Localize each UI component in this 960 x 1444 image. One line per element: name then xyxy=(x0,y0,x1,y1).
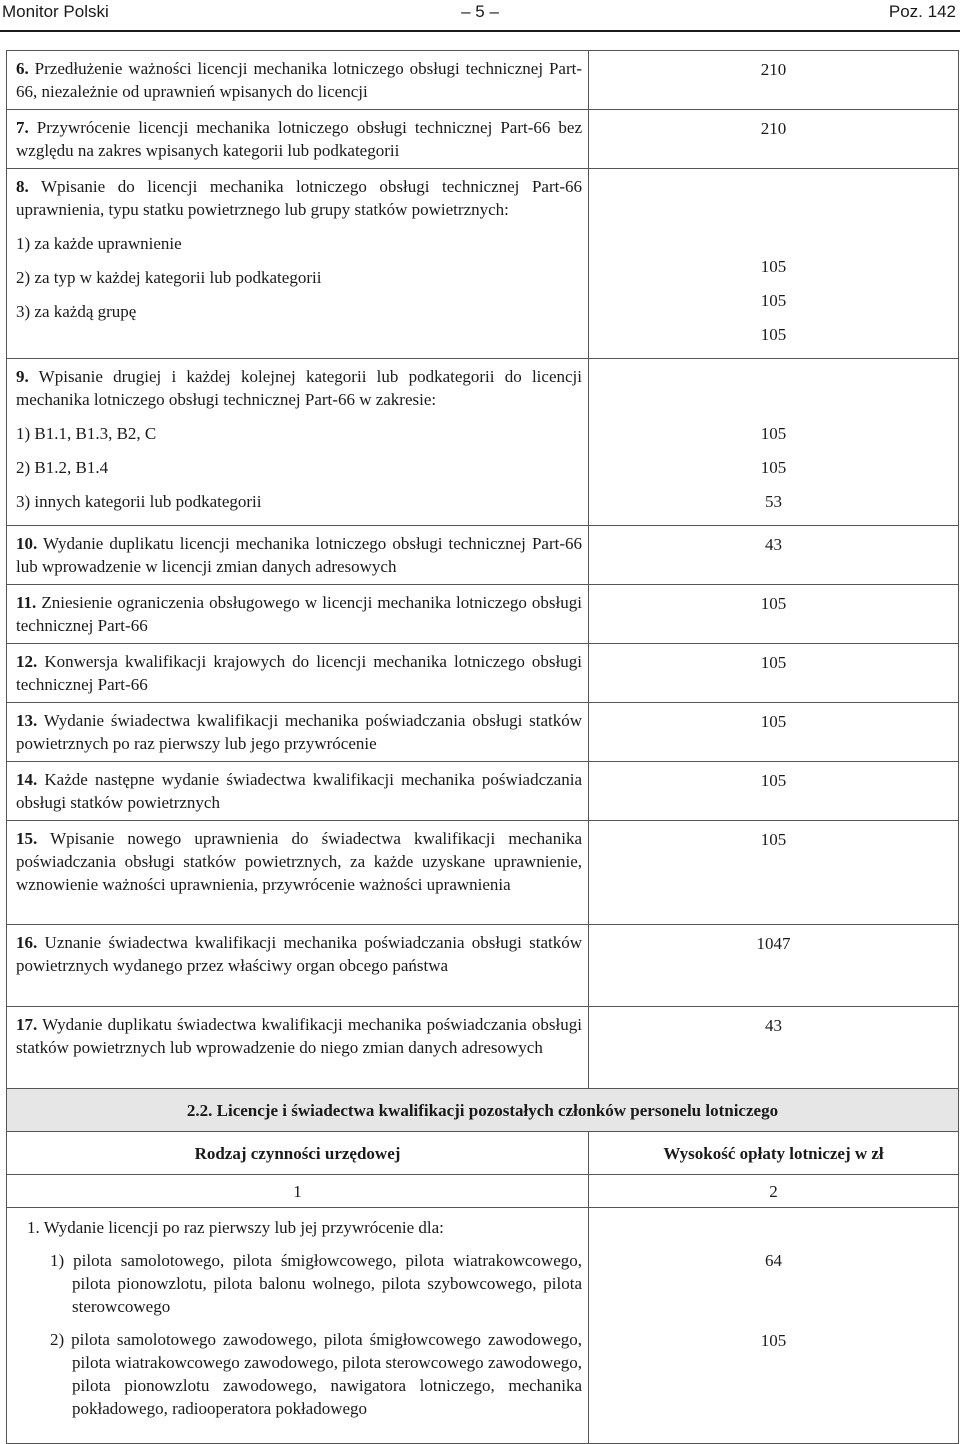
section-header-row xyxy=(7,1089,959,1132)
sub-item: 2) pilota samolotowego zawodowego, pilota śmigłowcowego zawodowego, pilota wiatrakowcowego zawodowego, pilota sterowcowego zawodowego, pilota pionowzlotu zawodowego, nawigatora lotniczego, mechanika pokładowego, radiooperatora pokładowego xyxy=(50,1330,582,1418)
row-fee: 1047 xyxy=(589,925,959,1007)
sub-item: 1) pilota samolotowego, pilota śmigłowcowego, pilota wiatrakowcowego, pilota pionowzlotu, pilota balonu wolnego, pilota szybowcowego, pilota sterowcowego xyxy=(50,1251,582,1316)
sub-fee: 105 xyxy=(760,257,787,276)
row-fees xyxy=(589,359,959,526)
column-header-row xyxy=(7,1132,959,1175)
row-fees xyxy=(589,169,959,359)
row-description: 11. Zniesienie ograniczenia obsługowego w licencji mechanika lotniczego obsługi technicznej Part-66 xyxy=(7,585,589,644)
row-description: 8. Wpisanie do licencji mechanika lotniczego obsługi technicznej Part-66 uprawnienia, typu statku powietrznego lub grupy statków powietrznych: 1) za każde uprawnienie 2) za typ w każdej kategorii lub podkategorii 3) za każdą grupę xyxy=(7,169,589,359)
row-description: 9. Wpisanie drugiej i każdej kolejnej kategorii lub podkategorii do licencji mechanika lotniczego obsługi technicznej Part-66 w zakresie: 1) B1.1, B1.3, B2, C 2) B1.2, B1.4 3) innych kategorii lub podkategorii xyxy=(7,359,589,526)
column-header-activity: Rodzaj czynności urzędowej xyxy=(7,1132,589,1175)
row-fee: 105 xyxy=(589,644,959,703)
row-fee: 105 xyxy=(589,703,959,762)
row-fee: 105 xyxy=(589,821,959,925)
table-row xyxy=(7,585,959,644)
table-row xyxy=(7,359,959,526)
sub-fee: 105 xyxy=(760,291,787,310)
row-description: 17. Wydanie duplikatu świadectwa kwalifikacji mechanika poświadczania obsługi statków powietrznych lub wprowadzenie do niego zmian danych adresowych xyxy=(7,1007,589,1089)
row-description: 1. Wydanie licencji po raz pierwszy lub jej przywrócenie dla: 1) pilota samolotowego, pilota śmigłowcowego, pilota wiatrakowcowego, pilota pionowzlotu, pilota balonu wolnego, pilota szybowcowego, pilota sterowcowego 2) pilota samolotowego zawodowego, pilota śmigłowcowego zawodowego, pilota wiatrakowcowego zawodowego, pilota sterowcowego zawodowego, pilota pionowzlotu zawodowego, nawigatora lotniczego, mechanika pokładowego, radiooperatora pokładowego xyxy=(7,1208,589,1444)
row-description: 10. Wydanie duplikatu licencji mechanika lotniczego obsługi technicznej Part-66 lub wprowadzenie w licencji zmian danych adresowych xyxy=(7,526,589,585)
table-row xyxy=(7,169,959,359)
row-fee: 43 xyxy=(589,1007,959,1089)
sub-fee: 105 xyxy=(760,424,787,443)
table-row xyxy=(7,1208,959,1444)
publication-name: Monitor Polski xyxy=(2,2,109,21)
column-number-row xyxy=(7,1175,959,1208)
row-fee: 210 xyxy=(589,110,959,169)
row-fee: 43 xyxy=(589,526,959,585)
row-fee: 105 xyxy=(589,762,959,821)
row-description: 15. Wpisanie nowego uprawnienia do świadectwa kwalifikacji mechanika poświadczania obsługi statków powietrznych, za każde uzyskane uprawnienie, wznowienie ważności uprawnienia, przywrócenie ważności uprawnienia xyxy=(7,821,589,925)
column-header-fee: Wysokość opłaty lotniczej w zł xyxy=(589,1132,959,1175)
table-row xyxy=(7,110,959,169)
row-description: 6. Przedłużenie ważności licencji mechanika lotniczego obsługi technicznej Part-66, niezależnie od uprawnień wpisanych do licencji xyxy=(7,51,589,110)
table-row xyxy=(7,644,959,703)
table-row xyxy=(7,1007,959,1089)
page-header xyxy=(0,0,960,24)
sub-fee: 53 xyxy=(765,492,782,511)
sub-fee: 64 xyxy=(765,1251,782,1270)
table-row xyxy=(7,925,959,1007)
sub-item: 1) B1.1, B1.3, B2, C xyxy=(16,424,157,443)
row-description: 12. Konwersja kwalifikacji krajowych do licencji mechanika lotniczego obsługi technicznej Part-66 xyxy=(7,644,589,703)
row-fee: 210 xyxy=(589,51,959,110)
table-row xyxy=(7,762,959,821)
column-number-1: 1 xyxy=(7,1175,589,1208)
table-row xyxy=(7,526,959,585)
row-description: 16. Uznanie świadectwa kwalifikacji mechanika poświadczania obsługi statków powietrznych wydanego przez właściwy organ obcego państwa xyxy=(7,925,589,1007)
section-title: 2.2. Licencje i świadectwa kwalifikacji pozostałych członków personelu lotniczego xyxy=(7,1089,959,1132)
table-row xyxy=(7,703,959,762)
header-rule xyxy=(0,30,960,32)
row-fees xyxy=(589,1208,959,1444)
sub-item: 2) za typ w każdej kategorii lub podkategorii xyxy=(16,268,322,287)
sub-item: 3) za każdą grupę xyxy=(16,302,137,321)
sub-fee: 105 xyxy=(760,1331,787,1350)
sub-fee: 105 xyxy=(760,325,787,344)
row-description: 7. Przywrócenie licencji mechanika lotniczego obsługi technicznej Part-66 bez względu na zakres wpisanych kategorii lub podkategorii xyxy=(7,110,589,169)
table-row xyxy=(7,821,959,925)
position-number: Poz. 142 xyxy=(888,2,956,21)
fee-table xyxy=(6,50,959,1444)
sub-item: 3) innych kategorii lub podkategorii xyxy=(16,492,262,511)
column-number-2: 2 xyxy=(589,1175,959,1208)
row-fee: 105 xyxy=(589,585,959,644)
sub-item: 1) za każde uprawnienie xyxy=(16,234,182,253)
sub-fee: 105 xyxy=(760,458,787,477)
row-description: 14. Każde następne wydanie świadectwa kwalifikacji mechanika poświadczania obsługi statków powietrznych xyxy=(7,762,589,821)
page-number: – 5 – xyxy=(461,2,499,21)
sub-item: 2) B1.2, B1.4 xyxy=(16,458,109,477)
table-row xyxy=(7,51,959,110)
row-description: 13. Wydanie świadectwa kwalifikacji mechanika poświadczania obsługi statków powietrznych po raz pierwszy lub jego przywrócenie xyxy=(7,703,589,762)
